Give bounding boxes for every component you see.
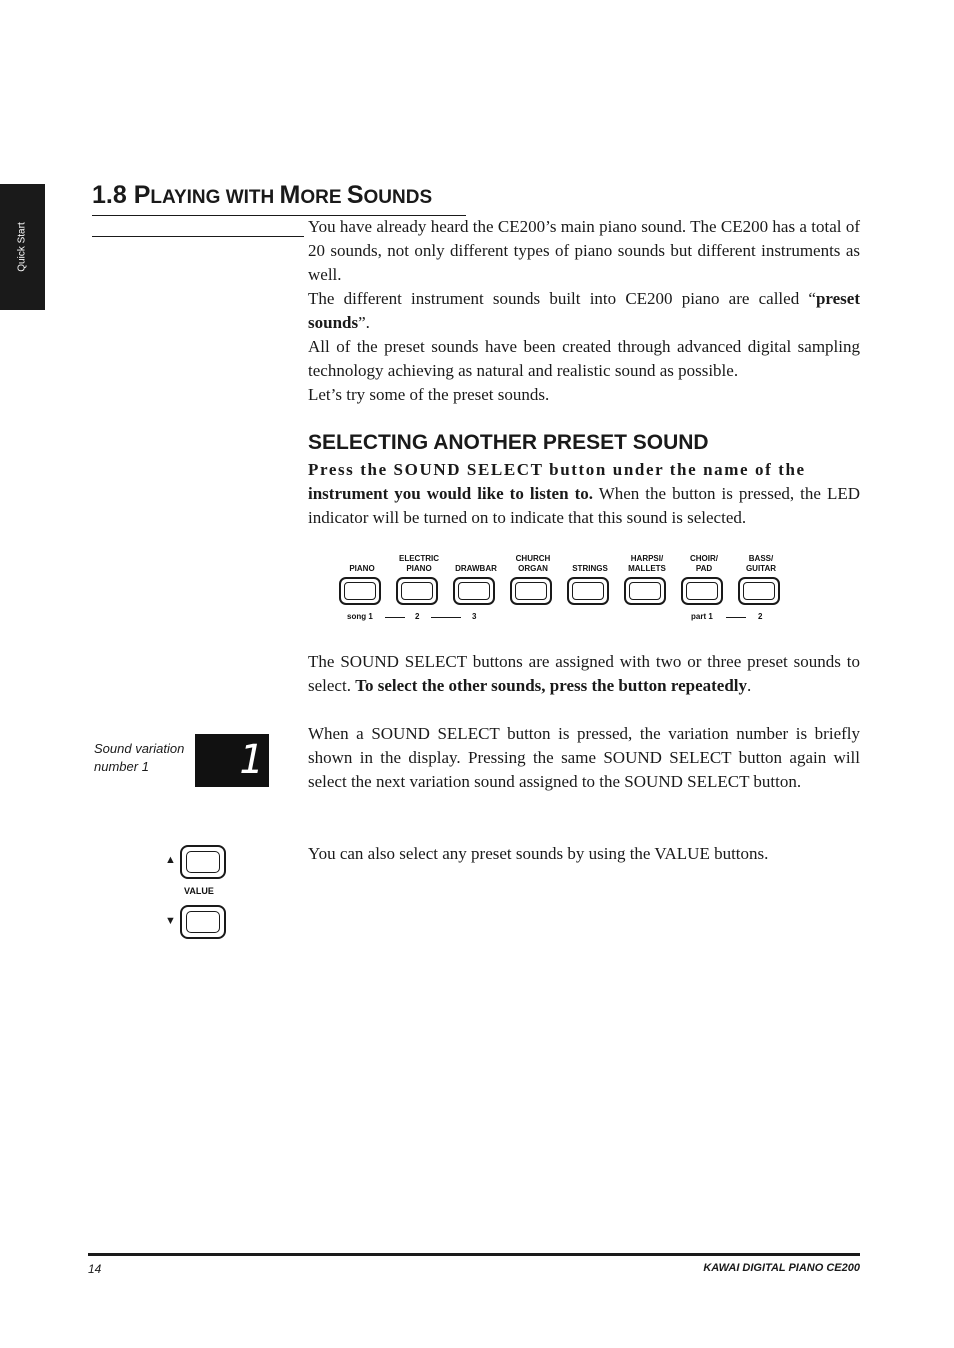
variation-connector <box>726 617 746 618</box>
instruction-lead-line-2: instrument you would like to listen to. <box>308 484 593 503</box>
up-arrow-icon: ▲ <box>165 854 176 866</box>
instruction-paragraph <box>308 458 860 530</box>
title-rule <box>92 236 304 237</box>
sound-button-label: PIANO <box>349 564 375 573</box>
side-tab-label: Quick Start <box>16 222 28 272</box>
sound-button-piano[interactable] <box>337 552 387 610</box>
value-label: VALUE <box>184 886 214 896</box>
title-word-with: WITH <box>225 187 280 208</box>
footer-title: KAWAI DIGITAL PIANO CE200 <box>703 1262 860 1274</box>
down-arrow-icon: ▼ <box>165 915 176 927</box>
value-buttons <box>162 844 232 940</box>
variation-label-part-1: part 1 <box>691 612 713 621</box>
intro-paragraph-2: The different instrument sounds built into CE200 piano are called “preset sounds”. <box>308 289 860 332</box>
sound-button-strings[interactable] <box>565 552 615 610</box>
sound-button-label: CHURCH ORGAN <box>515 554 551 573</box>
page-number: 14 <box>88 1262 102 1276</box>
sound-button-church-organ[interactable] <box>508 552 558 610</box>
sound-button-harpsi-mallets[interactable] <box>622 552 672 610</box>
sound-select-panel <box>337 552 797 628</box>
intro-paragraph-4: Let’s try some of the preset sounds. <box>308 385 550 404</box>
value-text <box>308 842 860 866</box>
button-key[interactable] <box>738 577 780 605</box>
display-caption-line-2: number 1 <box>94 759 149 774</box>
button-key[interactable] <box>396 577 438 605</box>
variation-text <box>308 722 860 794</box>
button-key[interactable] <box>453 577 495 605</box>
instruction-lead-line-1: Press the SOUND SELECT button under the name of the <box>308 460 806 479</box>
value-up-button[interactable] <box>180 845 226 879</box>
variation-connector <box>431 617 461 618</box>
footer-rule <box>88 1253 860 1256</box>
variation-connector <box>385 617 405 618</box>
repeat-press-instruction: To select the other sounds, press the button repeatedly <box>355 676 748 695</box>
variation-label-part-2: 2 <box>758 612 763 621</box>
variation-label-song-3: 3 <box>472 612 477 621</box>
instruction-text <box>308 458 860 530</box>
subsection-heading: SELECTING ANOTHER PRESET SOUND <box>308 431 709 454</box>
intro-text <box>308 215 860 407</box>
lcd-display <box>195 734 269 787</box>
variation-label-song-2: 2 <box>415 612 420 621</box>
title-word-playing: PLAYING <box>133 181 226 209</box>
lcd-digit: 1 <box>238 737 263 783</box>
intro-paragraph-1: You have already heard the CE200’s main piano sound. The CE200 has a total of 20 sounds, not only different types of piano sounds but different instruments as well. <box>308 217 860 284</box>
title-word-more: MORE <box>279 181 347 209</box>
sound-button-choir-pad[interactable] <box>679 552 729 610</box>
sound-button-drawbar[interactable] <box>451 552 501 610</box>
title-word-sounds: SOUNDS <box>346 181 433 209</box>
section-number: 1.8 <box>92 181 134 209</box>
variation-label-song-1: song 1 <box>347 612 373 621</box>
button-key[interactable] <box>339 577 381 605</box>
button-key[interactable] <box>681 577 723 605</box>
preset-sounds-term: preset sounds <box>308 289 860 332</box>
sound-button-label: STRINGS <box>572 564 608 573</box>
sound-button-label: HARPSI/ MALLETS <box>628 554 666 573</box>
button-key[interactable] <box>510 577 552 605</box>
sound-button-label: ELECTRIC PIANO <box>399 554 439 573</box>
display-caption-line-1: Sound variation <box>94 741 185 756</box>
buttons-paragraph: The SOUND SELECT buttons are assigned with two or three preset sounds to select. To select the other sounds, press the button repeatedly. <box>308 652 860 695</box>
buttons-text <box>308 650 860 698</box>
display-caption <box>94 740 184 776</box>
sound-button-label: DRAWBAR <box>455 564 497 573</box>
sound-button-bass-guitar[interactable] <box>736 552 786 610</box>
button-key[interactable] <box>624 577 666 605</box>
sound-button-electric-piano[interactable] <box>394 552 444 610</box>
section-title <box>92 180 466 216</box>
sound-button-label: BASS/ GUITAR <box>745 554 777 573</box>
instruction-rest: When the button is pressed, the LED indicator will be turned on to indicate that this sound is selected. <box>308 484 860 527</box>
variation-paragraph: When a SOUND SELECT button is pressed, the variation number is briefly shown in the display. Pressing the same SOUND SELECT button again will select the next variation sound assigned to the SOUND SELECT button. <box>308 724 860 791</box>
intro-paragraph-3: All of the preset sounds have been created through advanced digital sampling technology achieving as natural and realistic sound as possible. <box>308 337 860 380</box>
value-paragraph: You can also select any preset sounds by using the VALUE buttons. <box>308 844 769 863</box>
value-down-button[interactable] <box>180 905 226 939</box>
sound-button-label: CHOIR/ PAD <box>690 554 718 573</box>
button-key[interactable] <box>567 577 609 605</box>
